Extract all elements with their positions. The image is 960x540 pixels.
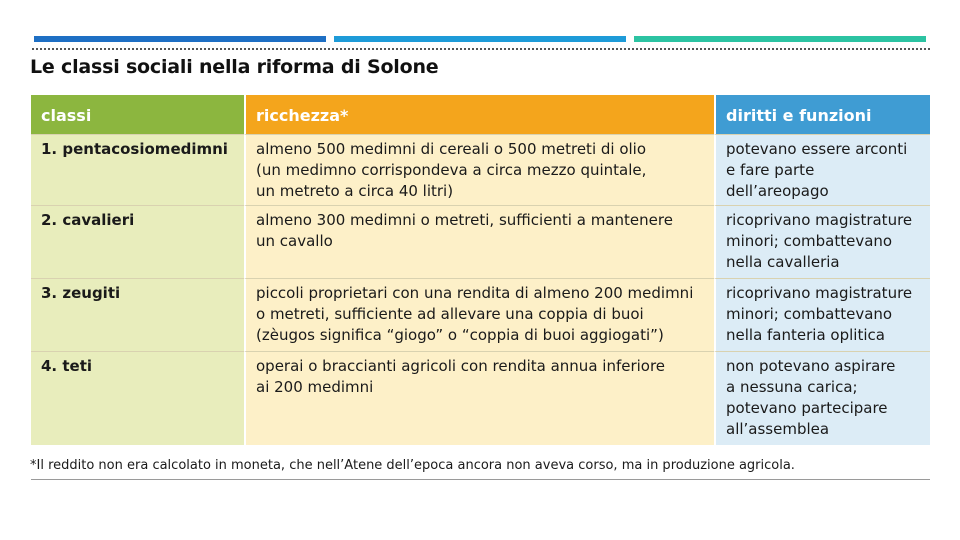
cell-line: nella cavalleria: [726, 253, 840, 271]
dotted-divider: [32, 48, 930, 50]
bottom-rule: [31, 479, 930, 480]
table-row-2-classe: [31, 205, 244, 278]
top-bar-2: [334, 36, 626, 42]
cell-line: ricoprivano magistrature: [726, 211, 913, 229]
cell-line: minori; combattevano: [726, 232, 893, 250]
cell-line: minori; combattevano: [726, 305, 893, 323]
page-title: Le classi sociali nella riforma di Solone: [30, 56, 439, 78]
cell-line: piccoli proprietari con una rendita di almeno 200 medimni: [256, 284, 694, 302]
cell-line: dell’areopago: [726, 182, 829, 200]
cell-line: o metreti, sufficiente ad allevare una coppia di buoi: [256, 305, 644, 323]
table-row-1-ricchezza: [244, 134, 714, 205]
cell-line: 2. cavalieri: [41, 211, 135, 229]
table-row-1-classe: [31, 134, 244, 205]
header-ricchezza: ricchezza*: [244, 95, 714, 134]
cell-line: potevano essere arconti: [726, 140, 908, 158]
table-row-3-diritti: [714, 278, 930, 351]
cell-line: 4. teti: [41, 357, 93, 375]
table-row-4-diritti: [714, 351, 930, 445]
cell-line: (un medimno corrispondeva a circa mezzo quintale,: [256, 161, 647, 179]
cell-line: 3. zeugiti: [41, 284, 121, 302]
cell-line: potevano partecipare: [726, 399, 888, 417]
cell-line: ai 200 medimni: [256, 378, 374, 396]
cell-line: 1. pentacosiomedimni: [41, 140, 228, 158]
table-row-3-classe: [31, 278, 244, 351]
cell-line: non potevano aspirare: [726, 357, 896, 375]
cell-line: all’assemblea: [726, 420, 830, 438]
cell-line: (zèugos significa “giogo” o “coppia di buoi aggiogati”): [256, 326, 664, 344]
table-row-4-ricchezza: [244, 351, 714, 445]
classes-table: [31, 95, 930, 445]
cell-line: un cavallo: [256, 232, 333, 250]
cell-line: a nessuna carica;: [726, 378, 858, 396]
header-diritti: diritti e funzioni: [714, 95, 930, 134]
table-row-4-classe: [31, 351, 244, 445]
cell-line: nella fanteria oplitica: [726, 326, 885, 344]
top-bar-1: [34, 36, 326, 42]
top-bar-3: [634, 36, 926, 42]
header-classi: classi: [31, 95, 244, 134]
cell-line: almeno 500 medimni di cereali o 500 metreti di olio: [256, 140, 647, 158]
table-row-2-diritti: [714, 205, 930, 278]
cell-line: ricoprivano magistrature: [726, 284, 913, 302]
cell-line: e fare parte: [726, 161, 815, 179]
table-row-2-ricchezza: [244, 205, 714, 278]
cell-line: operai o braccianti agricoli con rendita annua inferiore: [256, 357, 666, 375]
table-row-1-diritti: [714, 134, 930, 205]
footnote: *Il reddito non era calcolato in moneta, che nell’Atene dell’epoca ancora non aveva corso, ma in produzione agricola.: [30, 458, 795, 473]
table-row-3-ricchezza: [244, 278, 714, 351]
cell-line: almeno 300 medimni o metreti, sufficienti a mantenere: [256, 211, 673, 229]
cell-line: un metreto a circa 40 litri): [256, 182, 454, 200]
